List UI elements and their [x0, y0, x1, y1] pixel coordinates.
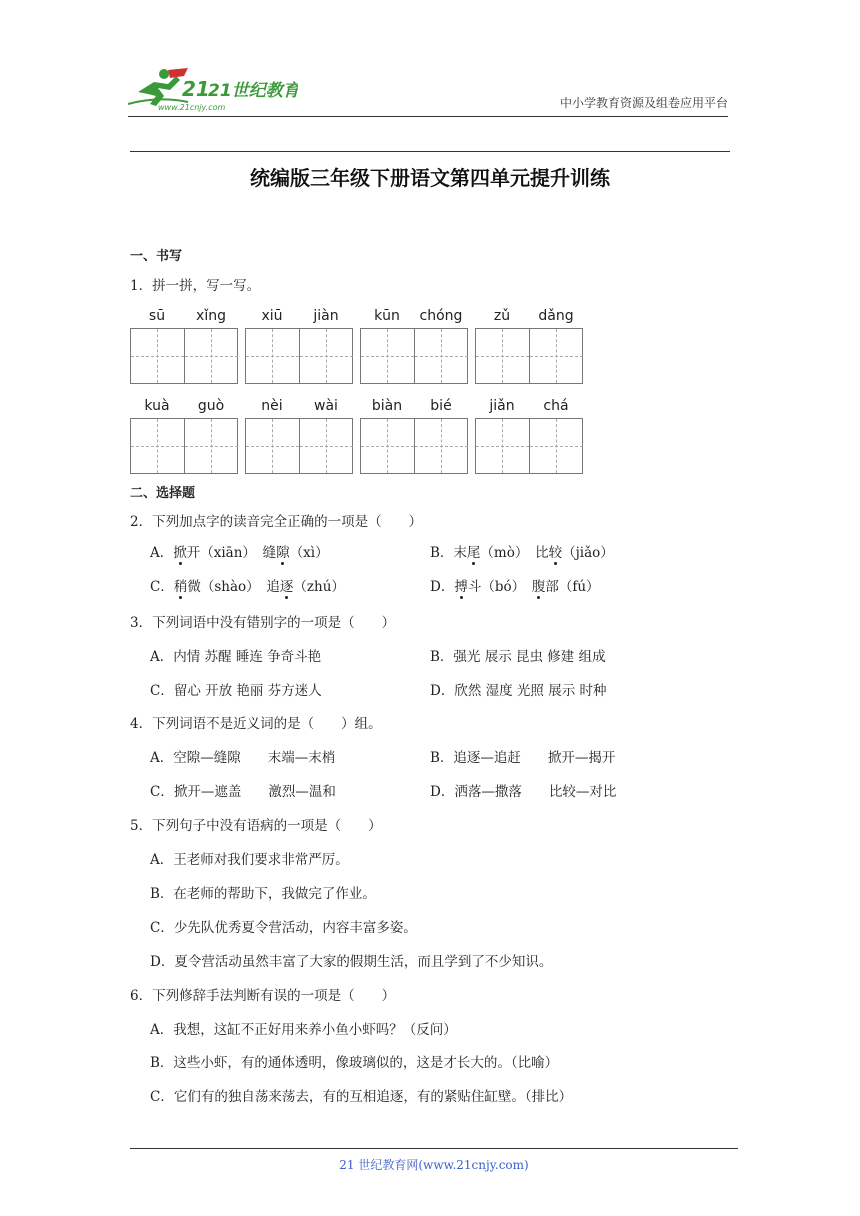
writing-cell[interactable] — [246, 419, 299, 473]
writing-cell[interactable] — [299, 419, 353, 473]
writing-grid[interactable] — [130, 418, 238, 474]
pinyin-syllable: nèi — [261, 398, 283, 414]
page-header — [128, 66, 728, 116]
pinyin-syllable: biàn — [371, 398, 403, 414]
section-heading-choice: 二、选择题 — [130, 486, 196, 501]
writing-cell[interactable] — [184, 329, 238, 383]
writing-cell[interactable] — [361, 419, 414, 473]
pinyin-syllable: sū — [148, 308, 166, 324]
question-3-option-c[interactable]: C．留心 开放 艳丽 芬方迷人 — [150, 683, 322, 699]
writing-cell[interactable] — [184, 419, 238, 473]
pinyin-syllable: guò — [197, 398, 225, 414]
question-5-option-a[interactable]: A．王老师对我们要求非常严厉。 — [150, 852, 349, 868]
writing-grid[interactable] — [245, 418, 353, 474]
pinyin-syllable: xǐng — [196, 308, 226, 324]
site-logo — [128, 66, 298, 112]
question-2-option-d[interactable]: D．搏斗（bó） 腹部（fú） — [430, 579, 600, 595]
writing-cell[interactable] — [476, 329, 529, 383]
writing-cell[interactable] — [131, 329, 184, 383]
question-6-option-c[interactable]: C．它们有的独自荡来荡去，有的互相追逐，有的紧贴住缸壁。（排比） — [150, 1089, 573, 1105]
question-2-option-c[interactable]: C．稍微（shào） 追逐（zhú） — [150, 579, 345, 595]
writing-grid[interactable] — [475, 418, 583, 474]
platform-label: 中小学教育资源及组卷应用平台 — [559, 96, 728, 110]
question-5-option-b[interactable]: B．在老师的帮助下，我做完了作业。 — [150, 886, 376, 902]
pinyin-syllable: chá — [543, 398, 569, 414]
question-3-stem: 3．下列词语中没有错别字的一项是（ ） — [130, 615, 396, 631]
pinyin-syllable: jiǎn — [489, 398, 515, 414]
question-2-option-a[interactable]: A．掀开（xiān） 缝隙（xì） — [150, 545, 329, 561]
question-3-option-d[interactable]: D．欣然 湿度 光照 展示 时种 — [430, 683, 607, 699]
writing-grid[interactable] — [360, 418, 468, 474]
question-6-option-b[interactable]: B．这些小虾，有的通体透明，像玻璃似的，这是才长大的。（比喻） — [150, 1055, 559, 1071]
question-5-option-d[interactable]: D．夏令营活动虽然丰富了大家的假期生活，而且学到了不少知识。 — [150, 954, 553, 970]
page-title: 统编版三年级下册语文第四单元提升训练 — [250, 166, 610, 190]
question-4-stem: 4．下列词语不是近义词的是（ ）组。 — [130, 716, 382, 732]
runner-icon — [128, 68, 188, 106]
pinyin-syllable: kuà — [144, 398, 170, 414]
writing-cell[interactable] — [299, 329, 353, 383]
footer-divider — [130, 1148, 738, 1149]
writing-cell[interactable] — [414, 419, 468, 473]
question-1: 1．拼一拼，写一写。 — [130, 278, 261, 294]
header-divider — [128, 116, 728, 117]
pinyin-syllable: kūn — [374, 308, 400, 324]
svg-text:www.21cnjy.com: www.21cnjy.com — [158, 103, 226, 112]
svg-text:21: 21 — [182, 77, 210, 101]
question-6-stem: 6．下列修辞手法判断有误的一项是（ ） — [130, 988, 396, 1004]
writing-cell[interactable] — [131, 419, 184, 473]
pinyin-syllable: zǔ — [493, 308, 511, 324]
writing-grid[interactable] — [475, 328, 583, 384]
question-2-option-b[interactable]: B．末尾（mò） 比较（jiǎo） — [430, 545, 614, 561]
pinyin-syllable: wài — [314, 398, 338, 414]
svg-text:21世纪教育: 21世纪教育 — [208, 81, 298, 101]
question-4-option-d[interactable]: D．洒落—撒落 比较—对比 — [430, 784, 617, 800]
footer-text: 21 世纪教育网(www.21cnjy.com) — [339, 1158, 529, 1172]
question-4-option-a[interactable]: A．空隙—缝隙 末端—末梢 — [150, 750, 336, 766]
writing-cell[interactable] — [476, 419, 529, 473]
writing-grid[interactable] — [130, 328, 238, 384]
question-6-option-a[interactable]: A．我想，这缸不正好用来养小鱼小虾吗？（反问） — [150, 1022, 457, 1038]
writing-cell[interactable] — [529, 329, 583, 383]
writing-cell[interactable] — [246, 329, 299, 383]
pinyin-syllable: xiū — [261, 308, 283, 324]
question-5-stem: 5．下列句子中没有语病的一项是（ ） — [130, 818, 382, 834]
pinyin-syllable: bié — [430, 398, 452, 414]
writing-cell[interactable] — [529, 419, 583, 473]
question-2-stem: 2．下列加点字的读音完全正确的一项是（ ） — [130, 514, 423, 530]
writing-grid[interactable] — [245, 328, 353, 384]
writing-cell[interactable] — [414, 329, 468, 383]
pinyin-syllable: chóng — [419, 308, 463, 324]
title-divider — [130, 151, 730, 152]
writing-grid[interactable] — [360, 328, 468, 384]
pinyin-syllable: dǎng — [538, 308, 574, 324]
question-4-option-c[interactable]: C．掀开—遮盖 激烈—温和 — [150, 784, 336, 800]
question-4-option-b[interactable]: B．追逐—追赶 掀开—揭开 — [430, 750, 616, 766]
pinyin-syllable: jiàn — [313, 308, 339, 324]
question-3-option-b[interactable]: B．强光 展示 昆虫 修建 组成 — [430, 649, 606, 665]
section-heading-writing: 一、书写 — [130, 249, 183, 264]
question-3-option-a[interactable]: A．内情 苏醒 睡连 争奇斗艳 — [150, 649, 322, 665]
writing-cell[interactable] — [361, 329, 414, 383]
question-5-option-c[interactable]: C．少先队优秀夏令营活动，内容丰富多姿。 — [150, 920, 417, 936]
